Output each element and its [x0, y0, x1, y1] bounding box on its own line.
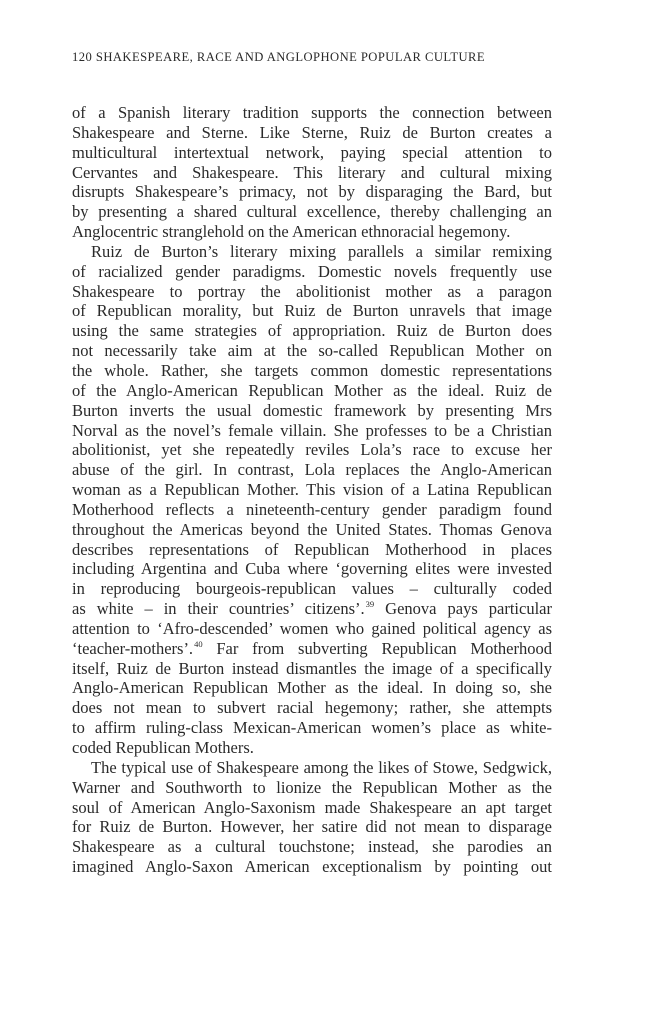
- paragraph-1: [72, 103, 552, 242]
- text-line: Ruiz de Burton’s literary mixing parallels a similar remixing: [91, 241, 552, 261]
- text-line: disrupts Shakespeare’s primacy, not by disparaging the Bard, but: [72, 182, 552, 202]
- text-line: in reproducing bourgeois-republican values – culturally coded: [72, 579, 552, 599]
- text-line: including Argentina and Cuba where ‘governing elites were invested: [72, 559, 552, 579]
- text-line: soul of American Anglo-Saxonism made Shakespeare an apt target: [72, 797, 552, 817]
- text-line: of a Spanish literary tradition supports the connection between: [72, 103, 552, 122]
- text-line: of the Anglo-American Republican Mother as the ideal. Ruiz de: [72, 380, 552, 400]
- paragraph-2: [72, 242, 552, 758]
- text-segment: ‘teacher-mothers’.: [72, 638, 194, 658]
- text-line: does not mean to subvert racial hegemony; rather, she attempts: [72, 698, 552, 718]
- text-line: imagined Anglo-Saxon American exceptionalism by pointing out: [72, 857, 552, 877]
- text-line: coded Republican Mothers.: [72, 738, 254, 757]
- text-line: Burton inverts the usual domestic framework by presenting Mrs: [72, 400, 552, 420]
- text-line: throughout the Americas beyond the United States. Thomas Genova: [72, 519, 552, 539]
- body-text: [72, 103, 552, 877]
- text-line: of Republican morality, but Ruiz de Burton unravels that image: [72, 301, 552, 321]
- text-line: Anglo-American Republican Mother as the ideal. In doing so, she: [72, 678, 552, 698]
- text-segment: as white – in their countries’ citizens’.: [72, 599, 365, 619]
- text-line: the whole. Rather, she targets common domestic representations: [72, 360, 552, 380]
- footnote-ref-40[interactable]: 40: [194, 638, 203, 649]
- footnote-ref-39[interactable]: 39: [365, 599, 375, 610]
- text-line: not necessarily take aim at the so-called Republican Mother on: [72, 341, 552, 361]
- text-line: Shakespeare as a cultural touchstone; instead, she parodies an: [72, 837, 552, 857]
- running-head: [72, 50, 485, 65]
- text-line: abolitionist, yet she repeatedly reviles Lola’s race to excuse her: [72, 440, 552, 460]
- text-line: describes representations of Republican Motherhood in places: [72, 539, 552, 559]
- text-line: by presenting a shared cultural excellence, thereby challenging an: [72, 202, 552, 222]
- text-line: multicultural intertextual network, paying special attention to: [72, 142, 552, 162]
- text-line: for Ruiz de Burton. However, her satire did not mean to disparage: [72, 817, 552, 837]
- text-line: abuse of the girl. In contrast, Lola replaces the Anglo-American: [72, 460, 552, 480]
- text-line: attention to ‘Afro-descended’ women who gained political agency as: [72, 618, 552, 638]
- running-title: SHAKESPEARE, RACE AND ANGLOPHONE POPULAR CULTURE: [95, 50, 486, 64]
- text-line: Warner and Southworth to lionize the Republican Mother as the: [72, 777, 552, 797]
- text-line: using the same strategies of appropriation. Ruiz de Burton does: [72, 321, 552, 341]
- paragraph-3: [72, 758, 552, 877]
- text-line: Motherhood reflects a nineteenth-century gender paradigm found: [72, 499, 552, 519]
- text-segment: Genova pays particular: [374, 599, 552, 619]
- text-segment: Far from subverting Republican Motherhood: [202, 638, 552, 658]
- text-line: Cervantes and Shakespeare. This literary and cultural mixing: [72, 162, 552, 182]
- text-line: of racialized gender paradigms. Domestic novels frequently use: [72, 261, 552, 281]
- text-line: [72, 639, 552, 659]
- text-line: Norval as the novel’s female villain. She professes to be a Christian: [72, 420, 552, 440]
- text-line: Anglocentric stranglehold on the American ethnoracial hegemony.: [72, 222, 511, 242]
- text-line: woman as a Republican Mother. This vision of a Latina Republican: [72, 480, 552, 500]
- text-line: itself, Ruiz de Burton instead dismantles the image of a specifically: [72, 658, 552, 678]
- text-line: [72, 599, 552, 619]
- page-number: 120: [72, 50, 93, 64]
- text-line: The typical use of Shakespeare among the likes of Stowe, Sedgwick,: [91, 757, 552, 777]
- text-line: Shakespeare to portray the abolitionist mother as a paragon: [72, 281, 552, 301]
- text-line: Shakespeare and Sterne. Like Sterne, Ruiz de Burton creates a: [72, 122, 552, 142]
- text-line: to affirm ruling-class Mexican-American women’s place as white-: [72, 718, 552, 738]
